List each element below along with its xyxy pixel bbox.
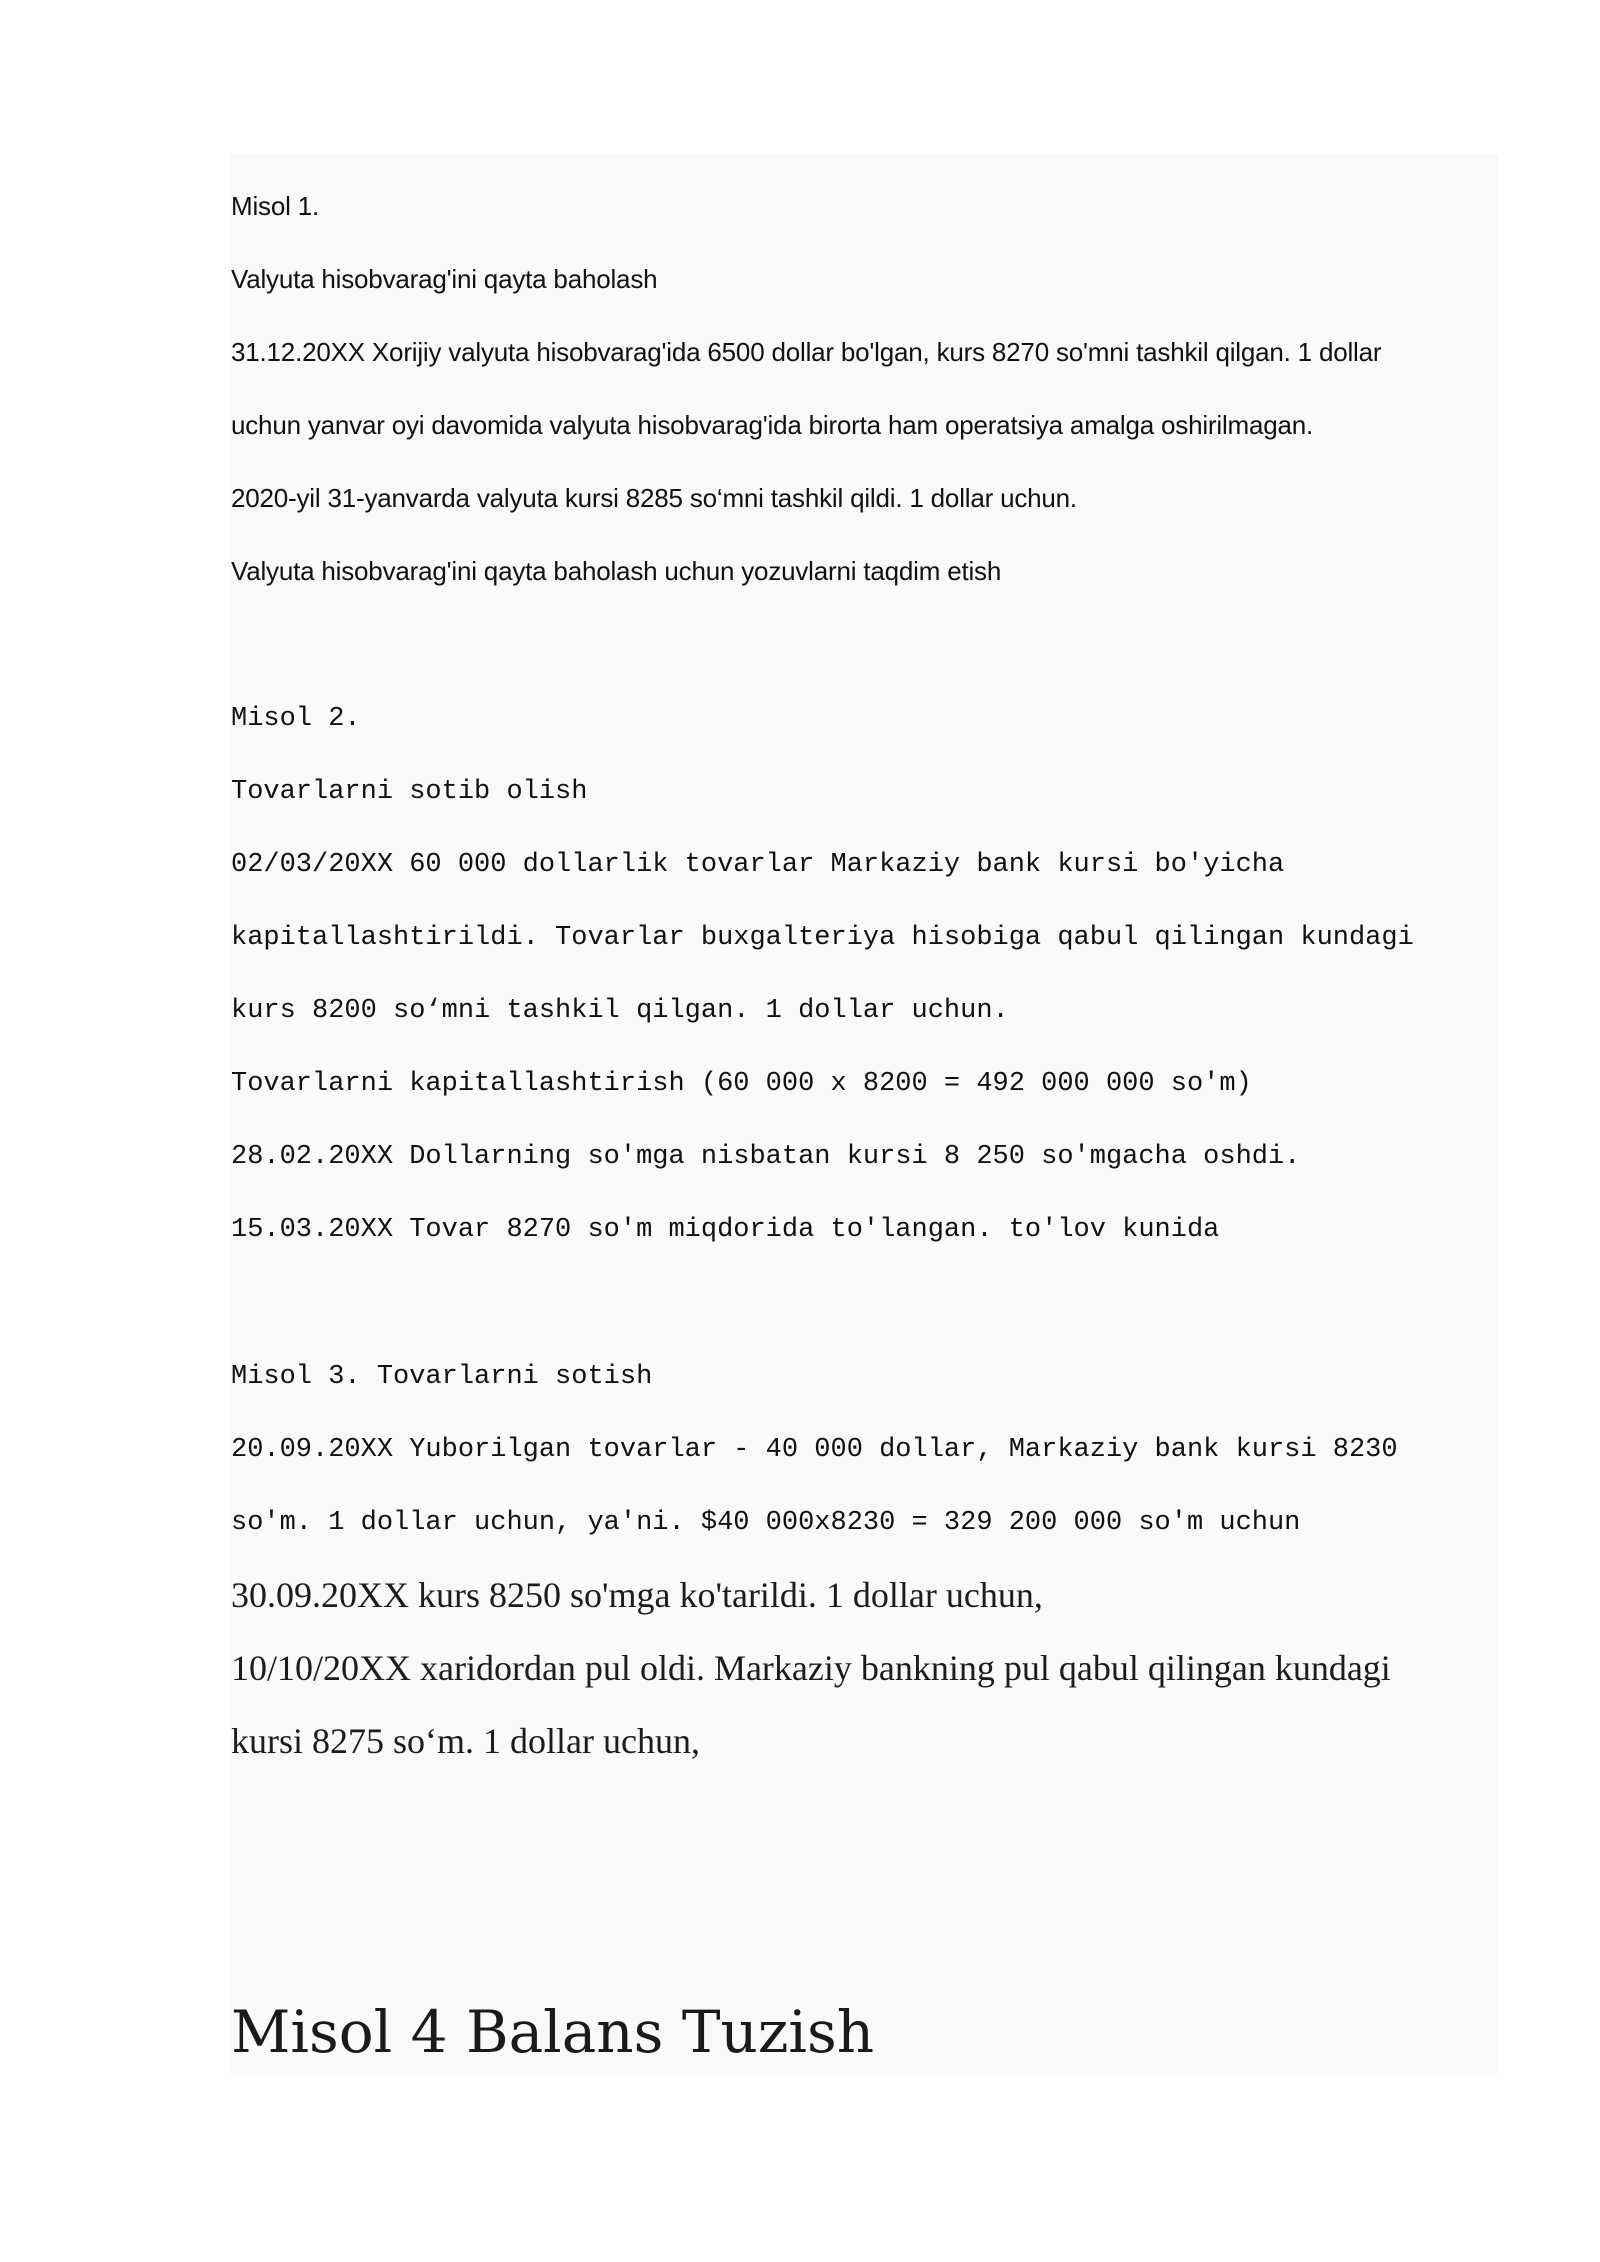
misol3-line-1: 20.09.20XX Yuborilgan tovarlar - 40 000 dollar, Markaziy bank kursi 8230 bbox=[231, 1435, 1398, 1465]
misol4-heading: Misol 4 Balans Tuzish bbox=[231, 1998, 875, 2066]
misol2-line-2: kapitallashtirildi. Tovarlar buxgalteriya hisobiga qabul qilingan kundagi bbox=[231, 923, 1414, 953]
content-panel bbox=[231, 154, 1499, 2074]
misol2-line-5: 28.02.20XX Dollarning so'mga nisbatan kursi 8 250 so'mgacha oshdi. bbox=[231, 1142, 1301, 1172]
misol3-line-3: 30.09.20XX kurs 8250 so'mga ko'tarildi. 1 dollar uchun, bbox=[231, 1575, 1043, 1615]
misol1-title: Misol 1. bbox=[231, 191, 319, 221]
misol3-title: Misol 3. Tovarlarni sotish bbox=[231, 1362, 653, 1392]
misol1-line-2: uchun yanvar oyi davomida valyuta hisobvarag'ida birorta ham operatsiya amalga oshirilmagan. bbox=[231, 410, 1314, 440]
misol1-line-4: Valyuta hisobvarag'ini qayta baholash uchun yozuvlarni taqdim etish bbox=[231, 556, 1002, 586]
misol1-line-3: 2020-yil 31-yanvarda valyuta kursi 8285 so‘mni tashkil qildi. 1 dollar uchun. bbox=[231, 483, 1077, 513]
misol3-line-4: 10/10/20XX xaridordan pul oldi. Markaziy bankning pul qabul qilingan kundagi bbox=[231, 1648, 1391, 1688]
misol3-line-2: so'm. 1 dollar uchun, ya'ni. $40 000x8230 = 329 200 000 so'm uchun bbox=[231, 1508, 1301, 1538]
misol1-subtitle: Valyuta hisobvarag'ini qayta baholash bbox=[231, 264, 658, 294]
misol2-title: Misol 2. bbox=[231, 704, 361, 734]
misol2-line-6: 15.03.20XX Tovar 8270 so'm miqdorida to'langan. to'lov kunida bbox=[231, 1215, 1220, 1245]
misol3-line-5: kursi 8275 so‘m. 1 dollar uchun, bbox=[231, 1721, 700, 1761]
misol2-subtitle: Tovarlarni sotib olish bbox=[231, 777, 588, 807]
misol1-line-1: 31.12.20XX Xorijiy valyuta hisobvarag'ida 6500 dollar bo'lgan, kurs 8270 so'mni tashkil qilgan. 1 dollar bbox=[231, 337, 1382, 367]
misol2-line-1: 02/03/20XX 60 000 dollarlik tovarlar Markaziy bank kursi bo'yicha bbox=[231, 850, 1285, 880]
misol2-line-4: Tovarlarni kapitallashtirish (60 000 x 8200 = 492 000 000 so'm) bbox=[231, 1069, 1252, 1099]
misol2-line-3: kurs 8200 so‘mni tashkil qilgan. 1 dollar uchun. bbox=[231, 996, 1009, 1026]
